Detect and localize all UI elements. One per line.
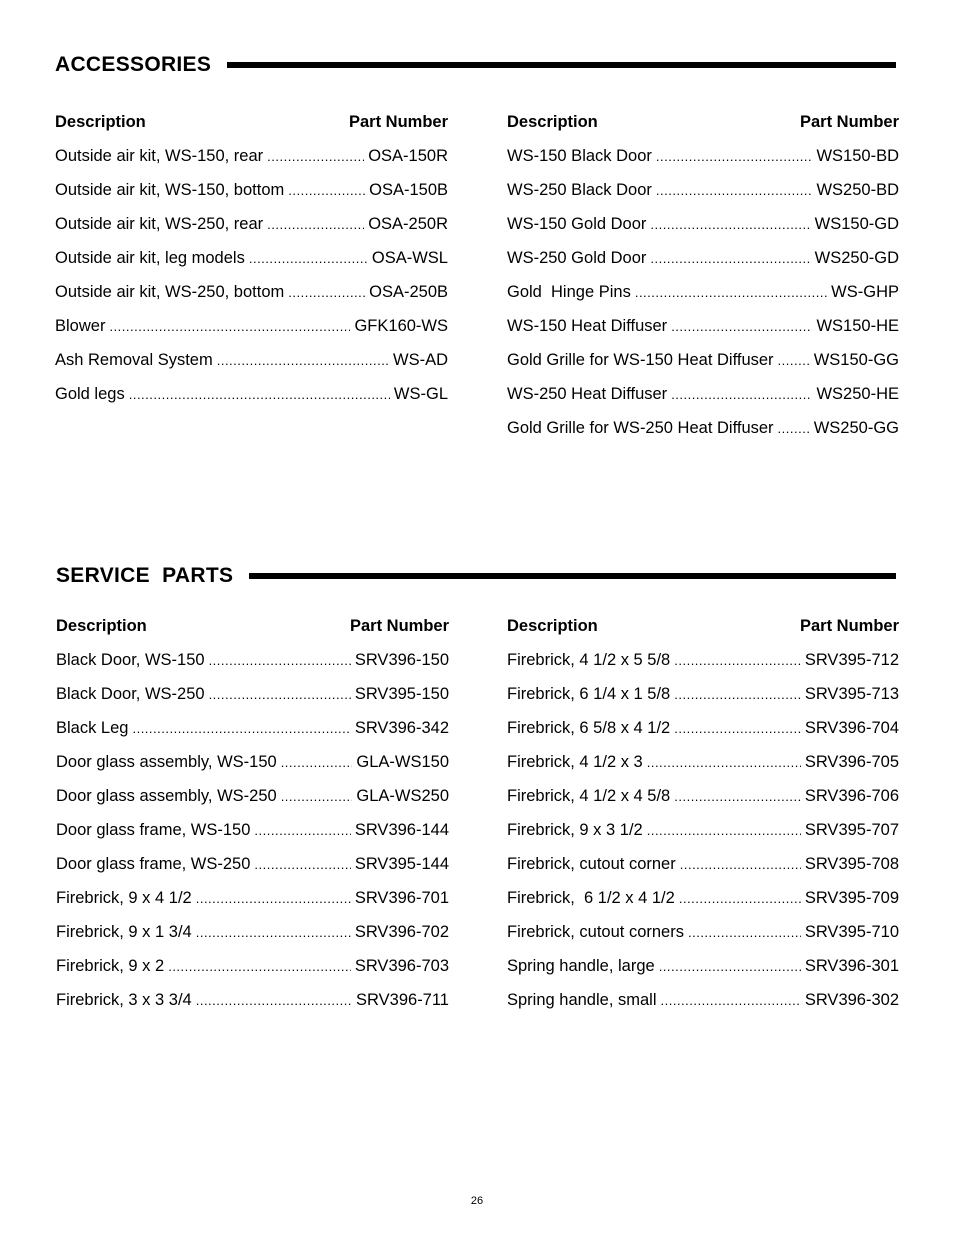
dot-leader — [674, 718, 801, 740]
part-row — [507, 785, 899, 819]
part-number: WS150-GD — [814, 215, 899, 233]
part-row — [56, 955, 449, 989]
part-row — [55, 383, 448, 417]
part-description: Firebrick, 4 1/2 x 4 5/8 — [507, 787, 671, 805]
service-parts-title: SERVICE PARTS — [56, 564, 234, 587]
part-description: Spring handle, small — [507, 991, 657, 1009]
part-row — [56, 921, 449, 955]
dot-leader — [217, 350, 389, 372]
part-description: Gold Grille for WS-250 Heat Diffuser — [507, 419, 774, 437]
dot-leader — [109, 316, 350, 338]
part-description: Ash Removal System — [55, 351, 213, 369]
part-description: Firebrick, cutout corners — [507, 923, 684, 941]
part-number: WS250-GG — [813, 419, 899, 437]
dot-leader — [671, 316, 812, 338]
part-number: SRV396-150 — [354, 651, 449, 669]
part-row — [56, 853, 449, 887]
part-description: Outside air kit, WS-150, rear — [55, 147, 264, 165]
dot-leader — [196, 922, 351, 944]
part-description: Firebrick, cutout corner — [507, 855, 676, 873]
accessories-left-column — [55, 111, 448, 417]
part-row — [55, 315, 448, 349]
part-description: Gold Grille for WS-150 Heat Diffuser — [507, 351, 774, 369]
part-number: OSA-250B — [369, 283, 448, 301]
part-number: SRV395-150 — [354, 685, 449, 703]
dot-leader — [778, 418, 810, 440]
accessories-header — [55, 53, 896, 77]
part-number: WS-AD — [393, 351, 448, 369]
part-number: WS150-BD — [816, 147, 899, 165]
part-number: GLA-WS250 — [356, 787, 449, 805]
part-row — [507, 717, 899, 751]
part-number: SRV395-713 — [804, 685, 899, 703]
part-description: Gold legs — [55, 385, 125, 403]
dot-leader — [288, 282, 365, 304]
part-row — [55, 213, 448, 247]
part-row — [55, 179, 448, 213]
part-number: OSA-150R — [368, 147, 448, 165]
part-number: SRV395-708 — [804, 855, 899, 873]
dot-leader — [249, 248, 368, 270]
dot-leader — [647, 752, 801, 774]
part-row — [56, 819, 449, 853]
column-header — [507, 615, 899, 649]
part-description: Outside air kit, WS-250, bottom — [55, 283, 285, 301]
part-description: Outside air kit, leg models — [55, 249, 245, 267]
part-number: SRV396-301 — [804, 957, 899, 975]
header-part-number: Part Number — [348, 113, 448, 131]
part-number: SRV396-302 — [804, 991, 899, 1009]
part-number: SRV396-711 — [356, 991, 449, 1009]
dot-leader — [209, 650, 351, 672]
header-description: Description — [56, 617, 147, 635]
part-description: Gold Hinge Pins — [507, 283, 631, 301]
part-description: Spring handle, large — [507, 957, 655, 975]
part-number: WS250-GD — [814, 249, 899, 267]
part-description: Black Door, WS-250 — [56, 685, 205, 703]
part-number: WS-GL — [393, 385, 448, 403]
dot-leader — [168, 956, 351, 978]
part-description: Firebrick, 6 1/2 x 4 1/2 — [507, 889, 675, 907]
dot-leader — [674, 684, 801, 706]
part-number: WS150-HE — [816, 317, 899, 335]
part-number: GLA-WS150 — [356, 753, 449, 771]
part-number: WS250-BD — [816, 181, 899, 199]
part-description: Firebrick, 9 x 2 — [56, 957, 165, 975]
part-description: Outside air kit, WS-150, bottom — [55, 181, 285, 199]
part-number: OSA-WSL — [371, 249, 448, 267]
part-row — [56, 989, 449, 1023]
dot-leader — [679, 888, 801, 910]
dot-leader — [656, 146, 813, 168]
dot-leader — [659, 956, 801, 978]
part-row — [56, 887, 449, 921]
dot-leader — [671, 384, 812, 406]
part-row — [55, 145, 448, 179]
part-row — [507, 887, 899, 921]
part-number: SRV396-702 — [354, 923, 449, 941]
part-number: OSA-250R — [368, 215, 448, 233]
part-description: WS-250 Gold Door — [507, 249, 647, 267]
part-description: Blower — [55, 317, 106, 335]
part-number: SRV396-144 — [354, 821, 449, 839]
dot-leader — [635, 282, 827, 304]
dot-leader — [674, 786, 801, 808]
part-row — [507, 921, 899, 955]
part-description: Firebrick, 4 1/2 x 5 5/8 — [507, 651, 671, 669]
part-description: Firebrick, 3 x 3 3/4 — [56, 991, 192, 1009]
dot-leader — [132, 718, 350, 740]
header-part-number: Part Number — [799, 617, 899, 635]
part-description: WS-150 Black Door — [507, 147, 652, 165]
dot-leader — [288, 180, 365, 202]
dot-leader — [281, 752, 353, 774]
part-number: SRV396-706 — [804, 787, 899, 805]
part-number: SRV395-709 — [804, 889, 899, 907]
part-row — [507, 281, 899, 315]
dot-leader — [647, 820, 801, 842]
part-number: SRV395-144 — [354, 855, 449, 873]
dot-leader — [281, 786, 353, 808]
part-number: SRV395-707 — [804, 821, 899, 839]
part-row — [55, 349, 448, 383]
part-description: WS-150 Gold Door — [507, 215, 647, 233]
part-row — [56, 649, 449, 683]
column-header — [507, 111, 899, 145]
part-row — [507, 819, 899, 853]
part-description: Door glass frame, WS-250 — [56, 855, 251, 873]
part-row — [507, 145, 899, 179]
dot-leader — [661, 990, 801, 1012]
dot-leader — [196, 990, 352, 1012]
header-part-number: Part Number — [349, 617, 449, 635]
part-row — [56, 751, 449, 785]
dot-leader — [688, 922, 801, 944]
service-parts-header — [56, 564, 896, 588]
part-description: Door glass assembly, WS-150 — [56, 753, 277, 771]
dot-leader — [196, 888, 351, 910]
part-description: Firebrick, 9 x 1 3/4 — [56, 923, 192, 941]
part-row — [55, 247, 448, 281]
part-number: SRV396-342 — [354, 719, 449, 737]
part-row — [507, 315, 899, 349]
part-row — [56, 683, 449, 717]
part-description: Black Door, WS-150 — [56, 651, 205, 669]
dot-leader — [778, 350, 810, 372]
part-description: WS-150 Heat Diffuser — [507, 317, 668, 335]
part-row — [55, 281, 448, 315]
part-description: WS-250 Heat Diffuser — [507, 385, 668, 403]
dot-leader — [254, 854, 350, 876]
part-number: SRV396-703 — [354, 957, 449, 975]
service-parts-left-column — [56, 615, 449, 1023]
part-row — [507, 179, 899, 213]
part-number: SRV395-710 — [804, 923, 899, 941]
part-row — [507, 751, 899, 785]
part-description: Door glass frame, WS-150 — [56, 821, 251, 839]
part-description: Door glass assembly, WS-250 — [56, 787, 277, 805]
accessories-right-column — [507, 111, 899, 451]
service-parts-rule — [249, 573, 896, 579]
service-parts-right-column — [507, 615, 899, 1023]
header-part-number: Part Number — [799, 113, 899, 131]
part-description: Outside air kit, WS-250, rear — [55, 215, 264, 233]
part-row — [507, 989, 899, 1023]
part-description: Firebrick, 4 1/2 x 3 — [507, 753, 643, 771]
part-number: WS-GHP — [831, 283, 899, 301]
part-description: Firebrick, 9 x 3 1/2 — [507, 821, 643, 839]
column-header — [55, 111, 448, 145]
header-description: Description — [507, 113, 598, 131]
part-row — [507, 417, 899, 451]
part-description: Black Leg — [56, 719, 129, 737]
header-description: Description — [55, 113, 146, 131]
column-header — [56, 615, 449, 649]
part-number: SRV396-701 — [354, 889, 449, 907]
part-row — [507, 853, 899, 887]
page-number: 26 — [470, 1195, 484, 1207]
part-row — [507, 649, 899, 683]
part-description: Firebrick, 6 1/4 x 1 5/8 — [507, 685, 671, 703]
dot-leader — [650, 248, 810, 270]
part-row — [507, 213, 899, 247]
part-row — [507, 349, 899, 383]
accessories-title: ACCESSORIES — [55, 53, 212, 76]
part-row — [507, 247, 899, 281]
part-number: GFK160-WS — [354, 317, 448, 335]
part-row — [507, 383, 899, 417]
dot-leader — [254, 820, 350, 842]
part-row — [56, 785, 449, 819]
dot-leader — [267, 214, 364, 236]
accessories-rule — [227, 62, 896, 68]
header-description: Description — [507, 617, 598, 635]
part-row — [56, 717, 449, 751]
dot-leader — [650, 214, 810, 236]
dot-leader — [674, 650, 801, 672]
part-number: OSA-150B — [369, 181, 448, 199]
part-description: WS-250 Black Door — [507, 181, 652, 199]
part-number: SRV395-712 — [804, 651, 899, 669]
part-number: WS250-HE — [816, 385, 899, 403]
dot-leader — [129, 384, 390, 406]
dot-leader — [680, 854, 801, 876]
part-description: Firebrick, 6 5/8 x 4 1/2 — [507, 719, 671, 737]
part-row — [507, 683, 899, 717]
part-number: WS150-GG — [813, 351, 899, 369]
dot-leader — [267, 146, 364, 168]
part-number: SRV396-704 — [804, 719, 899, 737]
part-number: SRV396-705 — [804, 753, 899, 771]
dot-leader — [656, 180, 813, 202]
part-description: Firebrick, 9 x 4 1/2 — [56, 889, 192, 907]
part-row — [507, 955, 899, 989]
dot-leader — [209, 684, 351, 706]
